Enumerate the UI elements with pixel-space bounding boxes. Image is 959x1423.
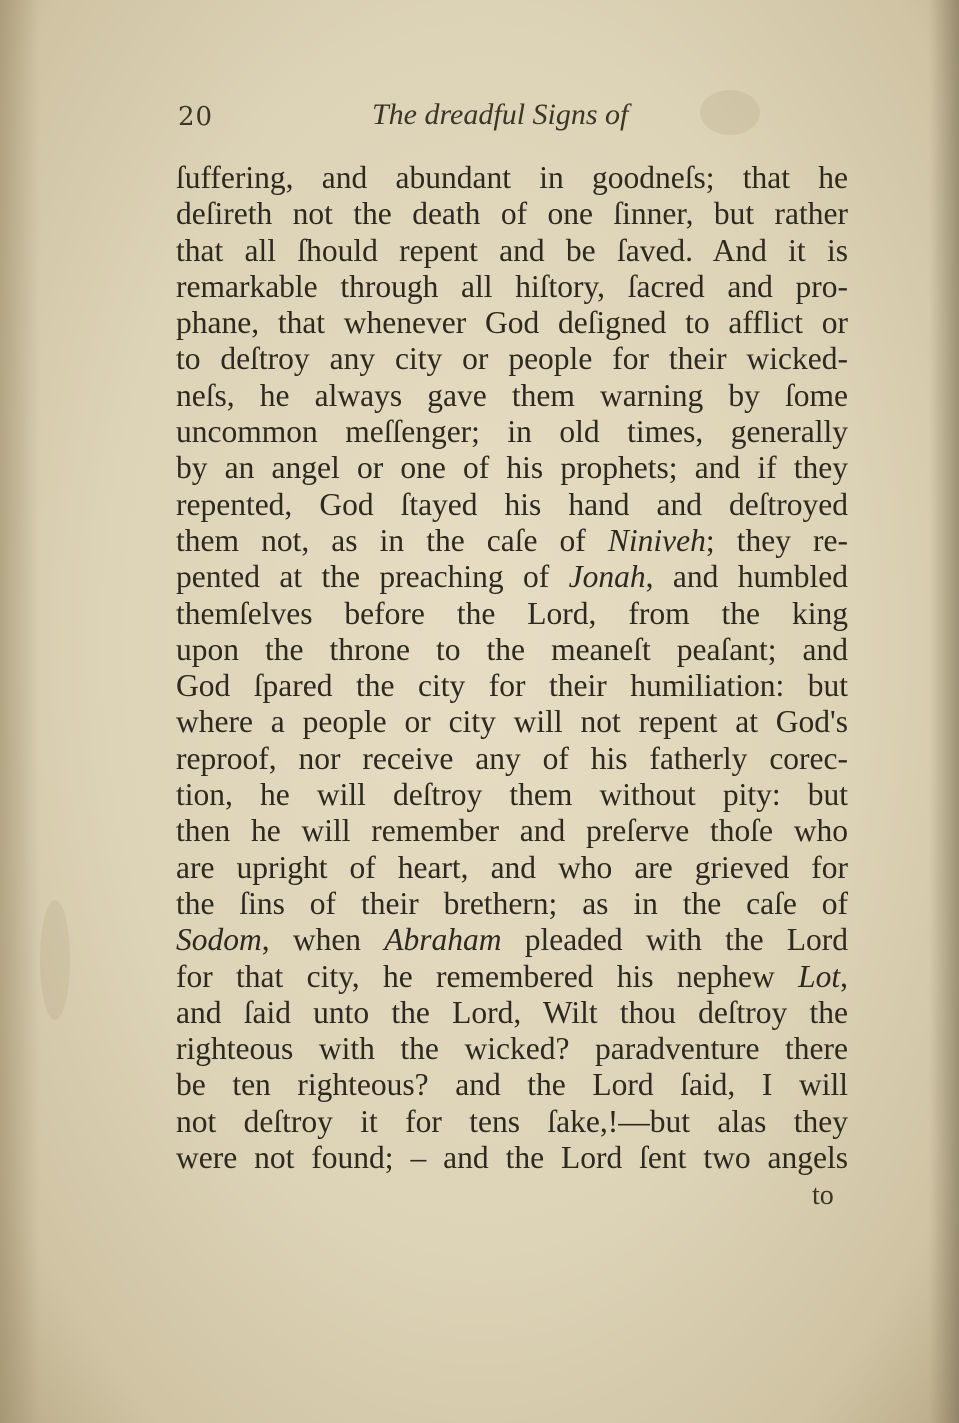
text-line: pented at the preaching of Jonah, and humbled xyxy=(176,559,849,595)
running-title: The dreadful Signs of xyxy=(372,98,629,131)
text-line: and ſaid unto the Lord, Wilt thou deſtroy the xyxy=(176,994,848,1030)
text-line: were not found; – and the Lord ſent two angels xyxy=(176,1140,848,1176)
text-line: remarkable through all hiſtory, ſacred and pro- xyxy=(176,268,848,304)
text-line: them not, as in the caſe of Niniveh; they re- xyxy=(176,522,848,558)
text-line: for that city, he remembered his nephew Lot, xyxy=(176,958,848,994)
text-line: ſuffering, and abundant in goodneſs; that he xyxy=(176,160,848,195)
text-line: God ſpared the city for their humiliation: but xyxy=(176,668,848,704)
text-line: by an angel or one of his prophets; and if they xyxy=(176,450,848,486)
paper-stain xyxy=(40,900,70,1020)
catchword: to xyxy=(812,1180,834,1211)
text-line: uncommon meſſenger; in old times, generally xyxy=(176,414,848,450)
text-line: righteous with the wicked? paradventure there xyxy=(176,1031,848,1067)
text-line: to deſtroy any city or people for their wicked- xyxy=(176,341,848,377)
text-line: upon the throne to the meaneſt peaſant; and xyxy=(176,631,848,667)
text-line: Sodom, when Abraham pleaded with the Lord xyxy=(176,922,848,958)
text-line: themſelves before the Lord, from the king xyxy=(176,595,848,631)
text-line: the ſins of their brethern; as in the caſe of xyxy=(176,885,848,921)
text-line: tion, he will deſtroy them without pity: but xyxy=(176,777,848,813)
body-text xyxy=(176,160,848,1176)
page-number: 20 xyxy=(178,102,214,132)
text-line: then he will remember and preſerve thoſe who xyxy=(176,813,848,849)
text-line: phane, that whenever God deſigned to afflict or xyxy=(176,305,848,341)
text-line: deſireth not the death of one ſinner, but rather xyxy=(176,196,848,232)
text-line: that all ſhould repent and be ſaved. And it is xyxy=(176,232,848,268)
text-line: where a people or city will not repent at God's xyxy=(176,704,848,740)
text-line: are upright of heart, and who are grieved for xyxy=(176,849,848,885)
text-line: reproof, nor receive any of his fatherly corec- xyxy=(176,740,848,776)
text-line: not deſtroy it for tens ſake,!—but alas they xyxy=(176,1103,848,1139)
text-line: neſs, he always gave them warning by ſome xyxy=(176,377,848,413)
text-line: repented, God ſtayed his hand and deſtroyed xyxy=(176,486,848,522)
text-line: be ten righteous? and the Lord ſaid, I will xyxy=(176,1067,848,1103)
running-head xyxy=(178,98,848,138)
